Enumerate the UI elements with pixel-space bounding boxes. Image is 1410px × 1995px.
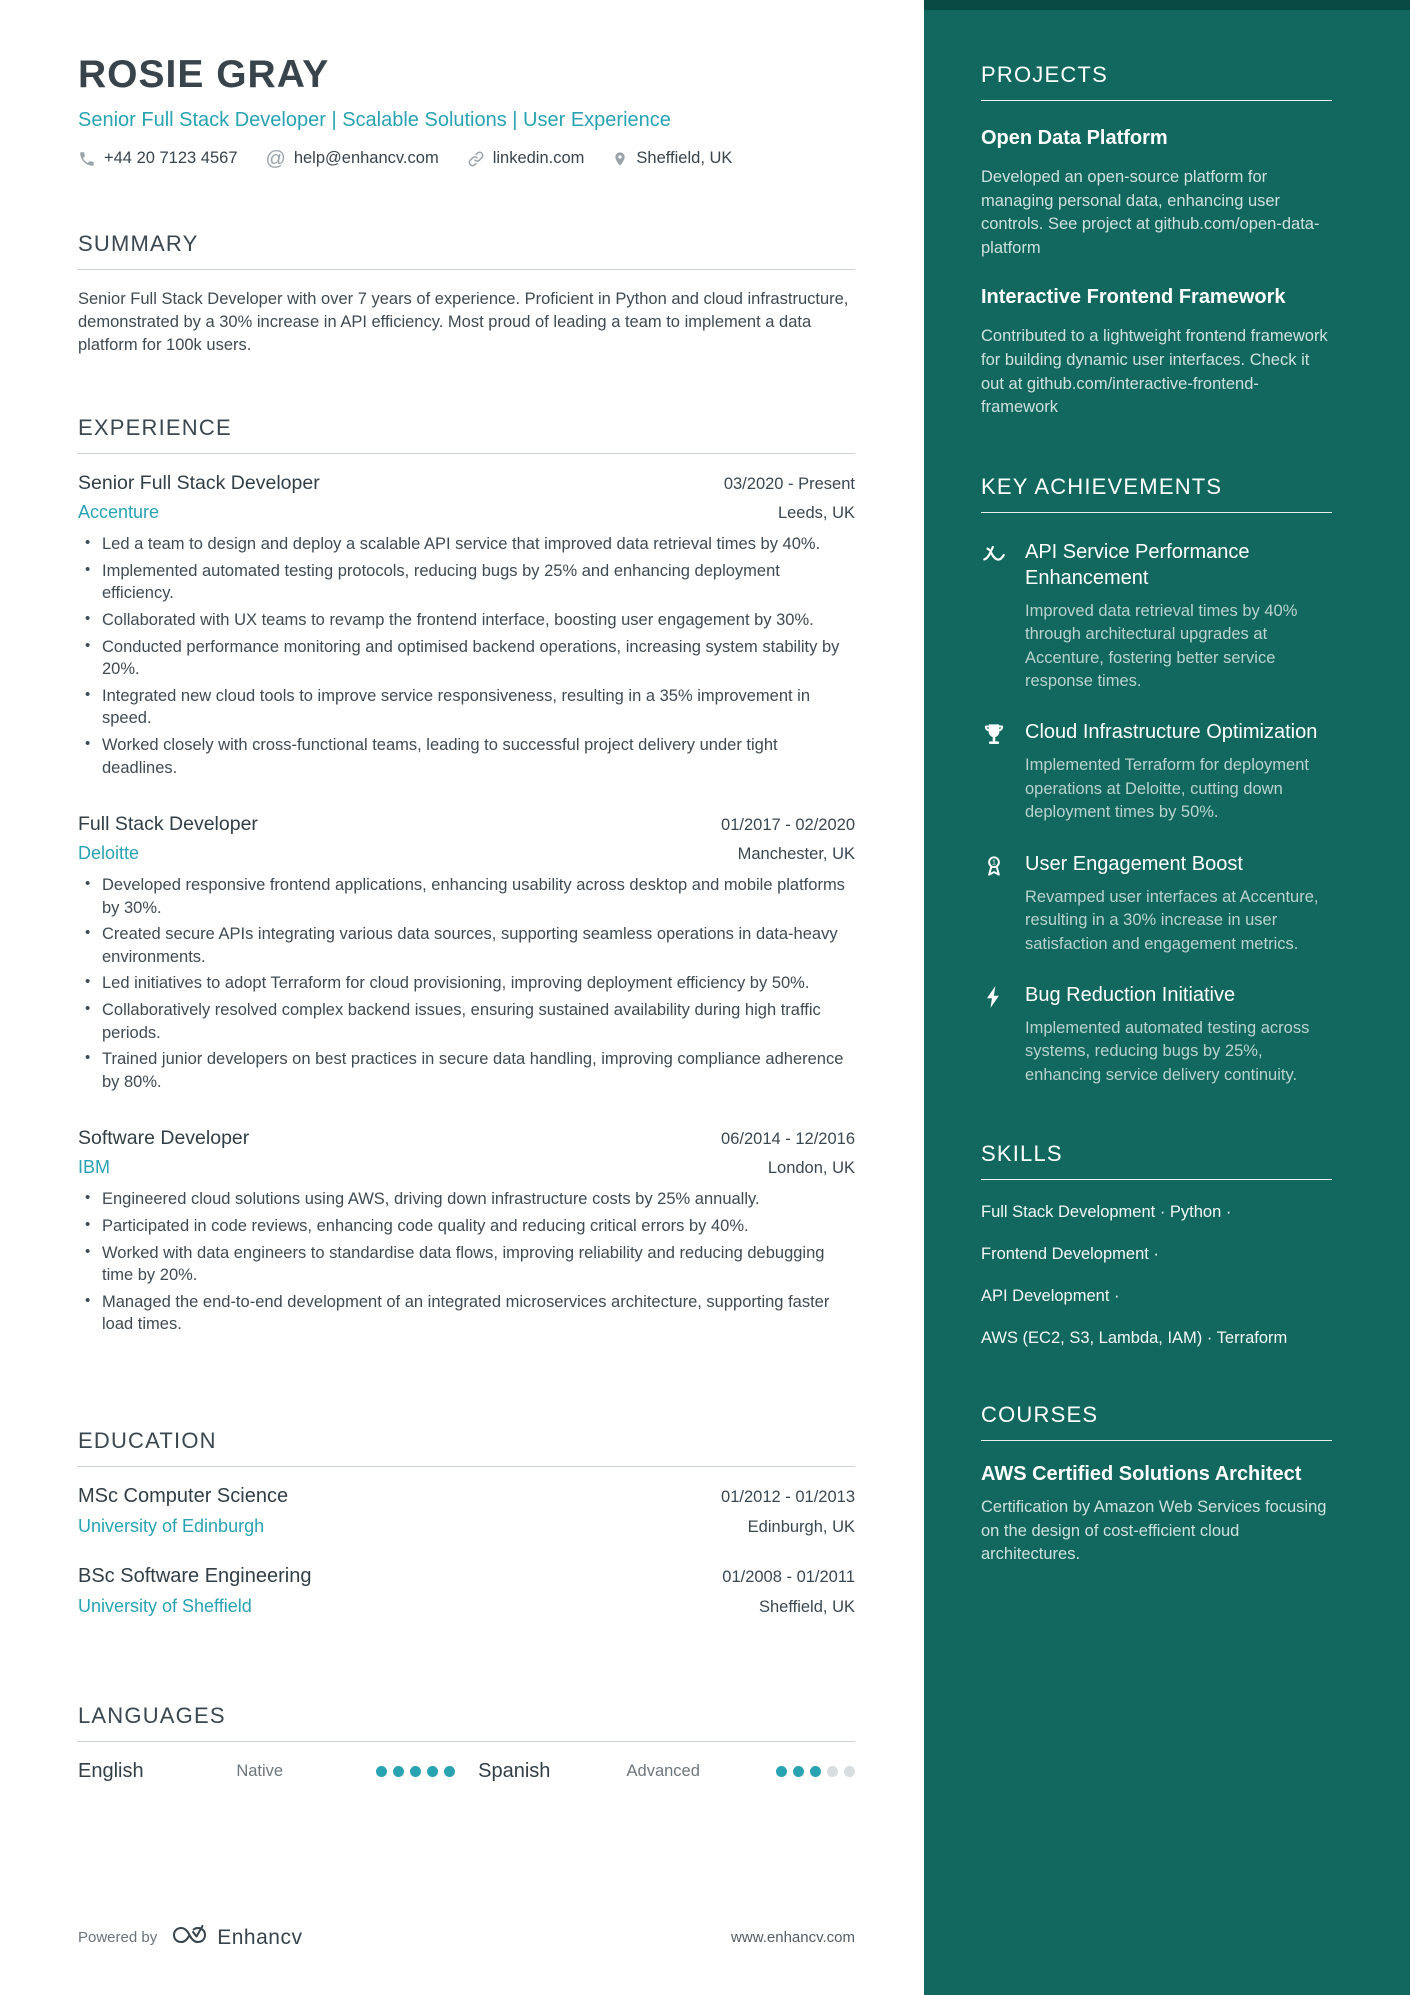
language-item <box>78 1760 455 1783</box>
education-school: University of Edinburgh <box>78 1516 265 1537</box>
education-entry <box>78 1565 855 1617</box>
language-level-dot <box>444 1766 455 1777</box>
achievement-description: Implemented Terraform for deployment operations at Deloitte, cutting down deployment times by 50%. <box>1025 756 1309 822</box>
bolt-icon <box>981 984 1009 1087</box>
job-bullet: • Implemented automated testing protocols, reducing bugs by 25% and enhancing deployment efficiency. <box>102 560 855 605</box>
education-school-row <box>78 1516 855 1537</box>
projects-heading: PROJECTS <box>981 62 1108 87</box>
achievement-item <box>981 982 1332 1087</box>
achievement-description: Implemented automated testing across systems, reducing bugs by 25%, enhancing service delivery continuity. <box>1025 1018 1310 1084</box>
job-title-row <box>78 472 855 495</box>
language-level-dots <box>376 1766 455 1777</box>
language-level-dot <box>810 1766 821 1777</box>
achievement-item <box>981 539 1332 694</box>
job-title: Full Stack Developer <box>78 813 258 836</box>
person-name: ROSIE GRAY <box>78 53 330 96</box>
job-bullet: • Worked with data engineers to standardise data flows, improving reliability and reducing debugging time by 20%. <box>102 1242 855 1287</box>
language-level-dots <box>776 1766 855 1777</box>
language-level-dot <box>427 1766 438 1777</box>
skills-section <box>981 1141 1332 1348</box>
job-bullet: • Collaborated with UX teams to revamp the frontend interface, boosting user engagement by 30%. <box>102 609 855 632</box>
education-location: Edinburgh, UK <box>747 1518 855 1537</box>
job-company-row <box>78 502 855 523</box>
project-title: Open Data Platform <box>981 127 1168 149</box>
job-entry <box>78 813 855 1093</box>
languages-section <box>78 1703 855 1783</box>
job-title-row <box>78 1127 855 1150</box>
section-divider <box>78 1741 855 1742</box>
achievement-body <box>1025 539 1332 694</box>
course-item <box>981 1463 1332 1566</box>
achievement-body <box>1025 982 1332 1087</box>
experience-heading: EXPERIENCE <box>78 415 232 441</box>
job-company-row <box>78 843 855 864</box>
section-divider <box>78 453 855 454</box>
job-bullet: • Collaboratively resolved complex backend issues, ensuring sustained availability during high traffic periods. <box>102 999 855 1044</box>
contact-email <box>266 149 439 169</box>
summary-text: Senior Full Stack Developer with over 7 years of experience. Proficient in Python and cloud infrastructure, demonstrated by a 30% increase in API efficiency. Most proud of leading a team to implement a data platform for 100k users. <box>78 289 849 355</box>
job-company: Deloitte <box>78 843 140 864</box>
language-level-dot <box>776 1766 787 1777</box>
job-bullet: • Managed the end-to-end development of an integrated microservices architecture, supporting faster load times. <box>102 1291 855 1336</box>
job-company: Accenture <box>78 502 160 523</box>
language-level-dot <box>393 1766 404 1777</box>
contact-location-text: Sheffield, UK <box>636 149 733 168</box>
languages-heading: LANGUAGES <box>78 1703 226 1729</box>
course-description: Certification by Amazon Web Services focusing on the design of cost-efficient cloud architectures. <box>981 1498 1327 1564</box>
email-icon: @ <box>265 147 286 170</box>
skills-heading: SKILLS <box>981 1141 1063 1167</box>
footer-website: www.enhancv.com <box>731 1929 855 1946</box>
job-company-row <box>78 1157 855 1178</box>
job-bullet: • Trained junior developers on best practices in secure data handling, improving compliance adherence by 80%. <box>102 1048 855 1093</box>
education-entry <box>78 1485 855 1537</box>
job-bullet: • Worked closely with cross-functional teams, leading to successful project delivery under tight deadlines. <box>102 734 855 779</box>
language-name: English <box>78 1760 144 1783</box>
course-title: AWS Certified Solutions Architect <box>981 1463 1302 1486</box>
achievement-item <box>981 719 1332 824</box>
sidebar <box>924 0 1410 1995</box>
route-arrow-icon <box>981 541 1009 694</box>
enhancv-logo-icon <box>171 1922 209 1953</box>
achievement-title: Bug Reduction Initiative <box>1025 983 1236 1006</box>
project-description: Contributed to a lightweight frontend framework for building dynamic user interfaces. Check it out at github.com/interactive-frontend-framework <box>981 327 1328 417</box>
job-bullet: • Developed responsive frontend applications, enhancing usability across desktop and mobile platforms by 30%. <box>102 874 855 919</box>
contact-phone-text: +44 20 7123 4567 <box>104 149 238 168</box>
summary-section <box>78 231 855 357</box>
courses-heading: COURSES <box>981 1402 1099 1428</box>
job-company: IBM <box>78 1157 111 1178</box>
achievement-title: User Engagement Boost <box>1025 852 1243 875</box>
education-degree: MSc Computer Science <box>78 1485 289 1508</box>
achievement-body <box>1025 719 1332 824</box>
job-bullet: • Led initiatives to adopt Terraform for cloud provisioning, improving deployment efficiency by 50%. <box>102 972 855 995</box>
skill-line: AWS (EC2, S3, Lambda, IAM) · Terraform <box>981 1329 1288 1348</box>
job-bullet-list <box>78 874 855 1093</box>
education-school-row <box>78 1596 855 1617</box>
job-bullet: • Created secure APIs integrating various data sources, supporting seamless operations in data-heavy environments. <box>102 923 855 968</box>
job-location: Leeds, UK <box>777 504 855 523</box>
enhancv-brand <box>171 1922 302 1953</box>
job-bullet: • Engineered cloud solutions using AWS, driving down infrastructure costs by 25% annually. <box>102 1188 855 1211</box>
education-school: University of Sheffield <box>78 1596 252 1617</box>
job-dates: 01/2017 - 02/2020 <box>721 816 855 835</box>
job-dates: 03/2020 - Present <box>723 475 855 494</box>
footer <box>78 1922 855 1953</box>
education-degree: BSc Software Engineering <box>78 1565 312 1588</box>
contact-email-text: help@enhancv.com <box>293 149 439 168</box>
section-divider <box>78 1466 855 1467</box>
section-divider <box>981 1440 1332 1441</box>
language-level: Native <box>236 1762 284 1781</box>
language-level-dot <box>793 1766 804 1777</box>
person-title: Senior Full Stack Developer | Scalable Solutions | User Experience <box>78 108 671 131</box>
contact-phone <box>78 149 238 168</box>
language-level-dot <box>827 1766 838 1777</box>
language-name: Spanish <box>478 1760 551 1783</box>
project-item <box>981 284 1332 419</box>
contact-row <box>78 149 855 169</box>
footer-branding <box>78 1922 302 1953</box>
achievements-section <box>981 474 1332 1087</box>
project-description: Developed an open-source platform for managing personal data, enhancing user controls. See project at github.com/open-data-platform <box>981 168 1320 257</box>
job-location: Manchester, UK <box>737 845 855 864</box>
job-bullet-list <box>78 1188 855 1336</box>
education-section <box>78 1428 855 1645</box>
education-dates: 01/2008 - 01/2011 <box>722 1568 855 1587</box>
contact-location <box>612 149 732 168</box>
section-divider <box>981 512 1332 513</box>
language-level-dot <box>844 1766 855 1777</box>
skill-line: Full Stack Development · Python · <box>981 1203 1232 1222</box>
contact-link <box>467 149 585 168</box>
project-title: Interactive Frontend Framework <box>981 286 1286 309</box>
education-heading: EDUCATION <box>78 1428 217 1454</box>
job-bullet-list <box>78 533 855 779</box>
summary-heading: SUMMARY <box>78 230 199 256</box>
achievement-description: Revamped user interfaces at Accenture, resulting in a 30% increase in user satisfaction and engagement metrics. <box>1025 887 1319 953</box>
contact-link-text: linkedin.com <box>492 149 585 168</box>
courses-section <box>981 1402 1332 1566</box>
achievement-description: Improved data retrieval times by 40% through architectural upgrades at Accenture, fostering better service response times. <box>1025 601 1298 691</box>
achievement-title: API Service Performance Enhancement <box>1025 540 1250 589</box>
job-bullet: • Integrated new cloud tools to improve service responsiveness, resulting in a 35% improvement in speed. <box>102 685 855 730</box>
section-divider <box>981 1179 1332 1180</box>
skill-line: Frontend Development · <box>981 1245 1159 1264</box>
language-item <box>478 1760 855 1783</box>
enhancv-wordmark: Enhancv <box>217 1925 303 1949</box>
language-level-dot <box>410 1766 421 1777</box>
section-divider <box>981 100 1332 101</box>
job-title: Senior Full Stack Developer <box>78 472 320 495</box>
job-dates: 06/2014 - 12/2016 <box>721 1130 855 1149</box>
education-location: Sheffield, UK <box>758 1598 855 1617</box>
phone-icon <box>78 150 96 168</box>
location-icon <box>612 150 628 168</box>
job-entry <box>78 472 855 779</box>
projects-section <box>981 62 1332 420</box>
link-icon <box>467 150 485 168</box>
job-bullet: • Conducted performance monitoring and optimised backend operations, increasing system stability by 20%. <box>102 636 855 681</box>
languages-row <box>78 1760 855 1783</box>
achievement-body <box>1025 851 1332 956</box>
svg-text:1: 1 <box>991 857 997 867</box>
education-degree-row <box>78 1565 855 1588</box>
achievement-item <box>981 851 1332 956</box>
sidebar-top-strip <box>924 0 1410 10</box>
powered-by-label: Powered by <box>78 1929 158 1946</box>
job-bullet: • Led a team to design and deploy a scalable API service that improved data retrieval times by 40%. <box>102 533 855 556</box>
job-location: London, UK <box>767 1159 855 1178</box>
medal-icon <box>981 853 1009 956</box>
language-level-dot <box>376 1766 387 1777</box>
language-level: Advanced <box>626 1762 700 1781</box>
achievement-title: Cloud Infrastructure Optimization <box>1025 721 1318 744</box>
experience-section <box>78 415 855 1370</box>
trophy-icon <box>981 721 1009 824</box>
job-entry <box>78 1127 855 1336</box>
project-item <box>981 125 1332 260</box>
skill-line: API Development · <box>981 1287 1120 1306</box>
education-dates: 01/2012 - 01/2013 <box>721 1488 855 1507</box>
achievements-heading: KEY ACHIEVEMENTS <box>981 473 1223 499</box>
education-degree-row <box>78 1485 855 1508</box>
job-bullet: • Participated in code reviews, enhancing code quality and reducing critical errors by 40%. <box>102 1215 855 1238</box>
section-divider <box>78 269 855 270</box>
job-title: Software Developer <box>78 1127 250 1150</box>
job-title-row <box>78 813 855 836</box>
